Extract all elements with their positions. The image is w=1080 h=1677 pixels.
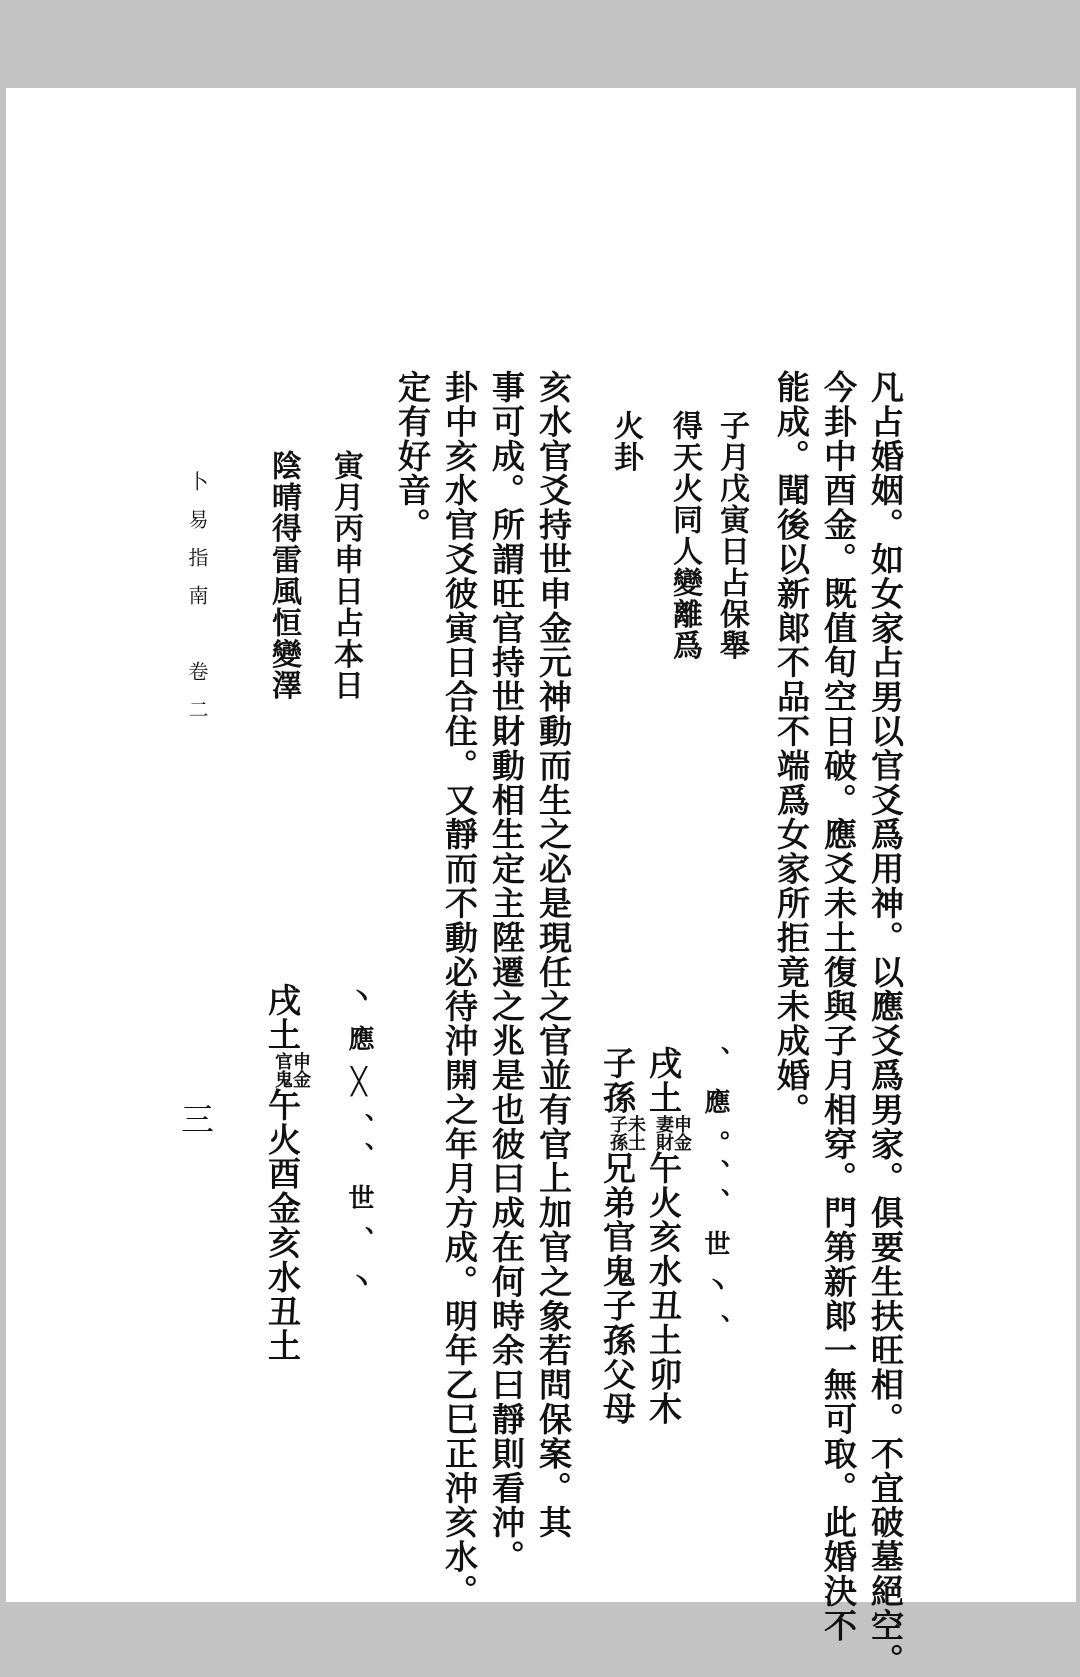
case1-row1-sub-b: 妻財 — [653, 1114, 674, 1151]
commentary-column-1: 亥水官爻持世申金元神動而生之必是現任之官並有官上加官之象若問保案。其 — [534, 370, 573, 1540]
commentary-column-4: 定有好音。 — [393, 370, 432, 542]
case1-six-relatives-row2 — [598, 1046, 644, 1426]
case1-row2-sub — [608, 1115, 644, 1151]
case2-row-sub — [273, 1052, 309, 1088]
case1-row2-sub-a: 未土 — [625, 1114, 646, 1151]
body-column-3: 能成。聞後以新郞不品不端爲女家所拒竟未成婚。 — [772, 370, 811, 1127]
case1-hexagram-line: 得天火同人變離爲 — [667, 410, 702, 662]
case2-row-rest: 午火酉金亥水丑土 — [263, 1087, 302, 1364]
case2-branch-row — [263, 983, 309, 1363]
case2-row-sub-a: 申金 — [290, 1051, 311, 1088]
body-column-2: 今卦中酉金。既值旬空日破。應爻未土復與子月相穿。門第新郞一無可取。此婚決不 — [819, 370, 858, 1643]
case1-line-marks: 、應。、、世丶、 — [700, 1046, 730, 1356]
case1-row1-sub — [654, 1115, 690, 1151]
case1-row2-sub-b: 子孫 — [607, 1114, 628, 1151]
case2-date-line: 寅月丙申日占本日 — [328, 450, 363, 702]
page-number: 三 — [176, 1102, 215, 1137]
body-column-1: 凡占婚姻。如女家占男以官爻爲用神。以應爻爲男家。俱要生扶旺相。不宜破墓絕空。 — [866, 370, 905, 1677]
case1-six-relatives-row — [644, 1046, 690, 1426]
case1-row2-head: 子孫 — [598, 1046, 637, 1115]
commentary-column-3: 卦中亥水官爻彼寅日合住。又靜而不動必待沖開之年月方成。明年乙巳正沖亥水。 — [440, 370, 479, 1609]
case1-row2-rest: 兄弟官鬼子孫父母 — [598, 1150, 637, 1427]
case2-line-marks: 丶應╳、、世、丶 — [344, 983, 374, 1310]
book-page — [6, 88, 1076, 1677]
case2-row-head: 戌土 — [263, 983, 302, 1052]
case1-row1-sub-a: 申金 — [671, 1114, 692, 1151]
case2-hexagram-line: 陰晴得雷風恒變澤 — [266, 450, 301, 702]
case1-row1-rest: 午火亥水丑土卯木 — [644, 1150, 683, 1427]
case2-row-sub-b: 官鬼 — [272, 1051, 293, 1088]
case1-hexagram-line-cont: 火卦 — [608, 410, 643, 473]
commentary-column-2: 事可成。所謂旺官持世財動相生定主陞遷之兆是也彼曰成在何時余曰靜則看沖。 — [487, 370, 526, 1574]
case1-row1-head: 戌土 — [644, 1046, 683, 1115]
case1-date-line: 子月戊寅日占保舉 — [714, 410, 749, 662]
running-title: 卜易指南 卷二 — [185, 471, 209, 737]
